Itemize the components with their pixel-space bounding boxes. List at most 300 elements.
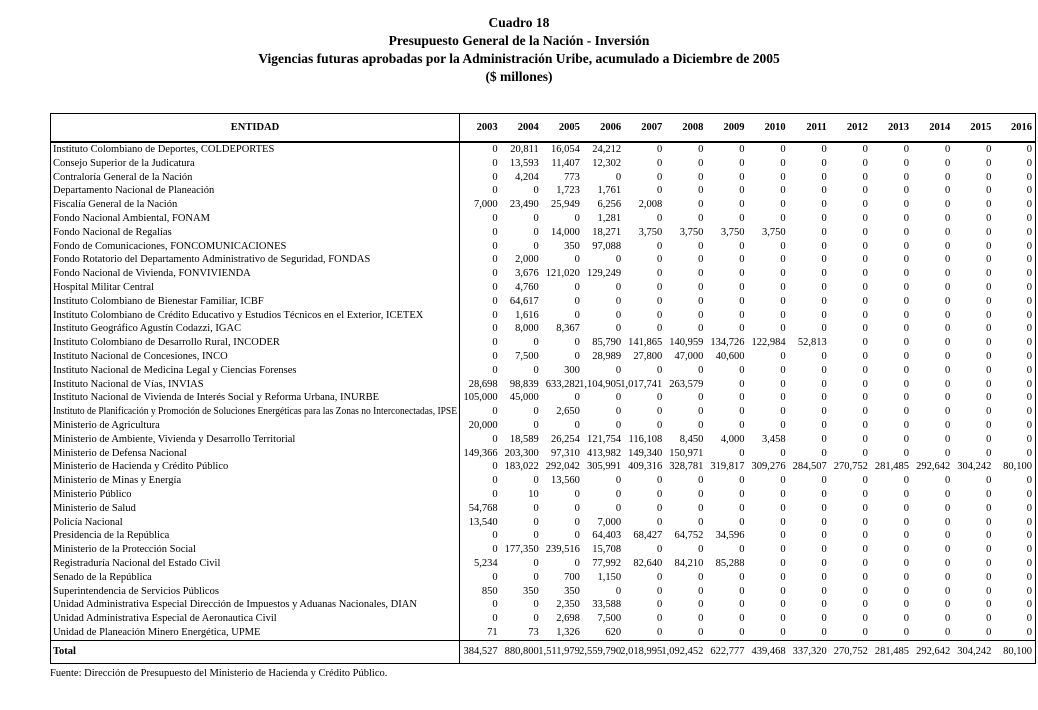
- value-cell: 0: [944, 419, 951, 431]
- value-cell: 292,642: [916, 461, 951, 473]
- value-cell: 0: [903, 350, 910, 362]
- value-cell: 11,407: [551, 157, 580, 169]
- value-cell: 0: [574, 516, 580, 528]
- total-label: Total: [51, 640, 460, 663]
- value-cell: 0: [862, 323, 868, 335]
- value-cell: 47,000: [674, 350, 704, 362]
- value-cell: 0: [656, 309, 663, 321]
- value-cell: 0: [821, 281, 827, 293]
- value-cell: 0: [492, 475, 498, 487]
- value-cell: 0: [780, 613, 786, 625]
- value-cell: 0: [739, 144, 745, 155]
- value-cell: 0: [903, 364, 910, 376]
- value-cell: 0: [862, 419, 868, 431]
- value-cell: 0: [1026, 544, 1032, 556]
- value-cell: 0: [862, 433, 868, 445]
- value-cell: 0: [821, 433, 827, 445]
- value-cell: 3,750: [720, 226, 745, 238]
- value-cell: 0: [821, 585, 827, 597]
- value-cell: 0: [821, 626, 827, 638]
- value-cell: 0: [739, 378, 745, 390]
- table-row: [51, 460, 1036, 474]
- value-cell: 0: [492, 530, 498, 542]
- value-cell: 0: [780, 585, 786, 597]
- table-row: [51, 240, 1036, 254]
- value-cell: 0: [1026, 199, 1032, 211]
- value-cell: 0: [492, 433, 498, 445]
- value-cell: 0: [903, 254, 910, 266]
- value-cell: 0: [656, 585, 663, 597]
- value-cell: 0: [574, 254, 580, 266]
- year-header: 2004: [501, 114, 542, 143]
- value-cell: 0: [533, 364, 539, 376]
- value-cell: 85,288: [715, 557, 745, 569]
- value-cell: 309,276: [751, 461, 786, 473]
- value-cell: 0: [574, 557, 580, 569]
- entity-name: Superintendencia de Servicios Públicos: [51, 585, 460, 599]
- value-cell: 73: [528, 626, 539, 638]
- value-cell: 0: [903, 406, 910, 418]
- table-row: [51, 502, 1036, 516]
- value-cell: 0: [698, 212, 704, 224]
- entity-name: Departamento Nacional de Planeación: [51, 184, 460, 198]
- value-cell: 0: [862, 337, 868, 349]
- value-cell: 77,992: [592, 557, 622, 569]
- value-cell: 0: [780, 295, 786, 307]
- value-cell: 0: [944, 406, 951, 418]
- value-cell: 0: [862, 295, 868, 307]
- value-cell: 0: [780, 364, 786, 376]
- value-cell: 0: [739, 268, 745, 280]
- value-cell: 0: [903, 171, 910, 183]
- value-cell: 0: [780, 171, 786, 183]
- value-cell: 292,042: [545, 461, 580, 473]
- value-cell: 0: [698, 171, 704, 183]
- value-cell: 0: [780, 268, 786, 280]
- entity-name: Registraduría Nacional del Estado Civil: [51, 557, 460, 571]
- entity-name: Senado de la República: [51, 571, 460, 585]
- value-cell: 0: [944, 447, 951, 459]
- table-row: [51, 529, 1036, 543]
- value-cell: 64,752: [674, 530, 704, 542]
- year-header: 2011: [789, 114, 830, 143]
- value-cell: 0: [944, 626, 951, 638]
- year-header: 2007: [624, 114, 665, 143]
- year-header: 2003: [460, 114, 501, 143]
- entity-name: Fondo Rotatorio del Departamento Administrativo de Seguridad, FONDAS: [51, 253, 460, 267]
- value-cell: 0: [533, 226, 539, 238]
- entity-name: Ministerio de Ambiente, Vivienda y Desarrollo Territorial: [51, 433, 460, 447]
- value-cell: 0: [986, 240, 992, 252]
- entity-name: Ministerio Público: [51, 488, 460, 502]
- value-cell: 0: [862, 502, 868, 514]
- value-cell: 0: [821, 392, 827, 404]
- table-row: [51, 226, 1036, 240]
- value-cell: 1,326: [556, 626, 580, 638]
- table-row: [51, 198, 1036, 212]
- table-row: [51, 309, 1036, 323]
- value-cell: 0: [739, 571, 745, 583]
- value-cell: 85,790: [592, 337, 622, 349]
- value-cell: 0: [986, 199, 992, 211]
- value-cell: 0: [944, 475, 951, 487]
- value-cell: 0: [903, 488, 910, 500]
- value-cell: 0: [492, 268, 498, 280]
- value-cell: 0: [821, 268, 827, 280]
- value-cell: 0: [533, 185, 539, 197]
- value-cell: 0: [533, 613, 539, 625]
- value-cell: 0: [492, 295, 498, 307]
- total-value-cell: 80,100: [994, 640, 1035, 663]
- value-cell: 7,000: [597, 516, 622, 528]
- value-cell: 0: [656, 392, 663, 404]
- value-cell: 0: [944, 350, 951, 362]
- value-cell: 0: [944, 571, 951, 583]
- value-cell: 0: [903, 240, 910, 252]
- entity-name: Fiscalía General de la Nación: [51, 198, 460, 212]
- value-cell: 0: [821, 185, 827, 197]
- table-row: [51, 322, 1036, 336]
- value-cell: 0: [986, 185, 992, 197]
- value-cell: 0: [780, 392, 786, 404]
- value-cell: 0: [780, 571, 786, 583]
- value-cell: 141,865: [628, 337, 663, 349]
- value-cell: 18,271: [592, 226, 622, 238]
- table-footer: [51, 640, 1036, 663]
- value-cell: 4,760: [515, 281, 539, 293]
- value-cell: 0: [780, 157, 786, 169]
- table-row: [51, 295, 1036, 309]
- entity-name: Contraloría General de la Nación: [51, 171, 460, 185]
- value-cell: 64,403: [592, 530, 622, 542]
- value-cell: 0: [780, 309, 786, 321]
- value-cell: 129,249: [586, 268, 622, 280]
- value-cell: 0: [574, 392, 580, 404]
- value-cell: 0: [780, 281, 786, 293]
- value-cell: 0: [903, 337, 910, 349]
- value-cell: 0: [821, 254, 827, 266]
- document-title-block: [0, 0, 1038, 86]
- value-cell: 0: [574, 281, 580, 293]
- table-row: [51, 212, 1036, 226]
- year-header: 2005: [542, 114, 583, 143]
- value-cell: 0: [698, 419, 704, 431]
- value-cell: 0: [944, 502, 951, 514]
- table-row: [51, 419, 1036, 433]
- value-cell: 149,366: [463, 447, 498, 459]
- value-cell: 0: [986, 157, 992, 169]
- value-cell: 52,813: [797, 337, 827, 349]
- value-cell: 12,302: [592, 157, 622, 169]
- value-cell: 0: [821, 171, 827, 183]
- value-cell: 0: [821, 226, 827, 238]
- value-cell: 0: [903, 530, 910, 542]
- value-cell: 0: [574, 488, 580, 500]
- value-cell: 40,600: [715, 350, 745, 362]
- value-cell: 0: [862, 281, 868, 293]
- value-cell: 0: [615, 502, 622, 514]
- value-cell: 0: [492, 323, 498, 335]
- document-title: Presupuesto General de la Nación - Inversión: [388, 33, 650, 48]
- table-row: [51, 171, 1036, 185]
- total-value-cell: 337,320: [789, 640, 830, 663]
- value-cell: 0: [862, 268, 868, 280]
- value-cell: 0: [944, 144, 951, 155]
- value-cell: 0: [862, 254, 868, 266]
- value-cell: 0: [780, 419, 786, 431]
- value-cell: 7,000: [474, 199, 498, 211]
- year-header: 2009: [706, 114, 747, 143]
- value-cell: 0: [862, 626, 868, 638]
- value-cell: 281,485: [874, 461, 910, 473]
- value-cell: 0: [986, 350, 992, 362]
- value-cell: 0: [986, 571, 992, 583]
- value-cell: 0: [615, 364, 622, 376]
- value-cell: 24,212: [592, 144, 622, 155]
- value-cell: 2,008: [638, 199, 663, 211]
- value-cell: 0: [492, 364, 498, 376]
- value-cell: 0: [1026, 337, 1032, 349]
- entity-name: Policía Nacional: [51, 516, 460, 530]
- table-row: [51, 336, 1036, 350]
- value-cell: 0: [862, 557, 868, 569]
- value-cell: 0: [862, 406, 868, 418]
- value-cell: 80,100: [1003, 461, 1032, 473]
- entity-name: Instituto Nacional de Vivienda de Interés Social y Reforma Urbana, INURBE: [51, 391, 460, 405]
- value-cell: 8,450: [679, 433, 704, 445]
- value-cell: 98,839: [509, 378, 539, 390]
- value-cell: 116,108: [628, 433, 663, 445]
- value-cell: 0: [1026, 157, 1032, 169]
- value-cell: 0: [698, 268, 704, 280]
- value-cell: 0: [1026, 268, 1032, 280]
- value-cell: 0: [615, 419, 622, 431]
- value-cell: 0: [780, 199, 786, 211]
- value-cell: 0: [492, 171, 498, 183]
- value-cell: 0: [944, 199, 951, 211]
- value-cell: 0: [986, 419, 992, 431]
- total-value-cell: 292,642: [912, 640, 953, 663]
- value-cell: 0: [821, 144, 827, 155]
- total-value-cell: 622,777: [706, 640, 747, 663]
- value-cell: 0: [903, 212, 910, 224]
- table-row: [51, 391, 1036, 405]
- value-cell: 97,310: [551, 447, 580, 459]
- value-cell: 0: [944, 281, 951, 293]
- value-cell: 0: [862, 364, 868, 376]
- value-cell: 0: [739, 406, 745, 418]
- value-cell: 0: [656, 212, 663, 224]
- value-cell: 0: [615, 254, 622, 266]
- value-cell: 0: [615, 281, 622, 293]
- value-cell: 0: [903, 295, 910, 307]
- entity-name: Presidencia de la República: [51, 529, 460, 543]
- value-cell: 0: [739, 447, 745, 459]
- table-row: [51, 378, 1036, 392]
- entity-name: Instituto Colombiano de Deportes, COLDEPORTES: [51, 142, 460, 157]
- value-cell: 7,500: [597, 613, 622, 625]
- table-row: [51, 364, 1036, 378]
- value-cell: 1,150: [597, 571, 622, 583]
- value-cell: 0: [739, 212, 745, 224]
- value-cell: 0: [739, 585, 745, 597]
- value-cell: 0: [903, 226, 910, 238]
- value-cell: 0: [1026, 378, 1032, 390]
- value-cell: 0: [944, 337, 951, 349]
- entity-name: Instituto Nacional de Vías, INVIAS: [51, 378, 460, 392]
- value-cell: 0: [821, 502, 827, 514]
- value-cell: 0: [739, 295, 745, 307]
- entity-name: Fondo Nacional Ambiental, FONAM: [51, 212, 460, 226]
- value-cell: 0: [698, 516, 704, 528]
- value-cell: 0: [1026, 364, 1032, 376]
- value-cell: 0: [780, 530, 786, 542]
- value-cell: 0: [862, 226, 868, 238]
- year-header: 2016: [994, 114, 1035, 143]
- value-cell: 0: [698, 144, 704, 155]
- value-cell: 7,500: [515, 350, 539, 362]
- value-cell: 0: [944, 488, 951, 500]
- value-cell: 0: [739, 599, 745, 611]
- entity-name: Ministerio de Agricultura: [51, 419, 460, 433]
- value-cell: 68,427: [633, 530, 663, 542]
- units-note: ($ millones): [485, 69, 553, 84]
- value-cell: 0: [986, 378, 992, 390]
- value-cell: 0: [780, 475, 786, 487]
- table-row: [51, 585, 1036, 599]
- value-cell: 0: [862, 144, 868, 155]
- year-header: 2008: [665, 114, 706, 143]
- value-cell: 0: [1026, 226, 1032, 238]
- value-cell: 28,698: [468, 378, 498, 390]
- value-cell: 0: [533, 419, 539, 431]
- value-cell: 0: [533, 212, 539, 224]
- value-cell: 0: [574, 309, 580, 321]
- table-row: [51, 447, 1036, 461]
- value-cell: 2,698: [556, 613, 580, 625]
- value-cell: 20,811: [510, 144, 539, 155]
- value-cell: 0: [739, 281, 745, 293]
- value-cell: 71: [487, 626, 498, 638]
- value-cell: 64,617: [509, 295, 539, 307]
- value-cell: 0: [821, 212, 827, 224]
- value-cell: 0: [656, 240, 663, 252]
- value-cell: 0: [656, 502, 663, 514]
- value-cell: 0: [698, 406, 704, 418]
- value-cell: 0: [533, 502, 539, 514]
- value-cell: 0: [698, 599, 704, 611]
- value-cell: 140,959: [669, 337, 704, 349]
- value-cell: 0: [492, 406, 498, 418]
- value-cell: 0: [780, 626, 786, 638]
- value-cell: 0: [903, 557, 910, 569]
- value-cell: 0: [986, 433, 992, 445]
- table-row: [51, 350, 1036, 364]
- entity-name: Unidad de Planeación Minero Energética, UPME: [51, 626, 460, 640]
- value-cell: 0: [615, 323, 622, 335]
- table-row: [51, 157, 1036, 171]
- value-cell: 0: [821, 613, 827, 625]
- value-cell: 0: [492, 144, 498, 155]
- total-value-cell: 439,468: [747, 640, 788, 663]
- entity-name: Ministerio de Minas y Energía: [51, 474, 460, 488]
- value-cell: 0: [1026, 502, 1032, 514]
- total-value-cell: 2,559,790: [583, 640, 624, 663]
- value-cell: 0: [986, 406, 992, 418]
- value-cell: 0: [821, 309, 827, 321]
- value-cell: 26,254: [551, 433, 580, 445]
- budget-table: [50, 113, 1036, 664]
- value-cell: 105,000: [463, 392, 498, 404]
- value-cell: 0: [944, 212, 951, 224]
- value-cell: 0: [698, 254, 704, 266]
- value-cell: 97,088: [592, 240, 622, 252]
- value-cell: 0: [780, 323, 786, 335]
- table-row: [51, 488, 1036, 502]
- value-cell: 28,989: [592, 350, 622, 362]
- value-cell: 0: [862, 171, 868, 183]
- entity-name: Ministerio de Defensa Nacional: [51, 447, 460, 461]
- value-cell: 1,616: [515, 309, 539, 321]
- value-cell: 0: [1026, 392, 1032, 404]
- value-cell: 0: [944, 516, 951, 528]
- value-cell: 0: [780, 212, 786, 224]
- value-cell: 0: [739, 392, 745, 404]
- value-cell: 0: [739, 544, 745, 556]
- table-row: [51, 598, 1036, 612]
- value-cell: 319,817: [710, 461, 745, 473]
- value-cell: 0: [821, 364, 827, 376]
- value-cell: 0: [656, 364, 663, 376]
- value-cell: 0: [862, 157, 868, 169]
- table-row: [51, 184, 1036, 198]
- value-cell: 0: [903, 626, 910, 638]
- value-cell: 300: [564, 364, 580, 376]
- value-cell: 0: [1026, 419, 1032, 431]
- value-cell: 0: [903, 475, 910, 487]
- value-cell: 0: [821, 378, 827, 390]
- value-cell: 0: [986, 544, 992, 556]
- value-cell: 0: [862, 544, 868, 556]
- value-cell: 0: [821, 544, 827, 556]
- value-cell: 0: [821, 406, 827, 418]
- value-cell: 0: [780, 350, 786, 362]
- value-cell: 0: [615, 295, 622, 307]
- value-cell: 122,984: [751, 337, 786, 349]
- value-cell: 183,022: [504, 461, 539, 473]
- value-cell: 0: [862, 350, 868, 362]
- value-cell: 0: [739, 613, 745, 625]
- value-cell: 0: [1026, 185, 1032, 197]
- value-cell: 0: [533, 516, 539, 528]
- value-cell: 0: [739, 502, 745, 514]
- value-cell: 0: [862, 240, 868, 252]
- total-value-cell: 2,018,995: [624, 640, 665, 663]
- value-cell: 0: [903, 281, 910, 293]
- value-cell: 0: [698, 544, 704, 556]
- value-cell: 0: [698, 199, 704, 211]
- value-cell: 0: [821, 199, 827, 211]
- value-cell: 1,281: [597, 212, 622, 224]
- value-cell: 0: [944, 240, 951, 252]
- value-cell: 0: [533, 557, 539, 569]
- value-cell: 0: [656, 475, 663, 487]
- total-value-cell: 384,527: [460, 640, 501, 663]
- value-cell: 0: [615, 171, 622, 183]
- table-header: [51, 114, 1036, 143]
- value-cell: 0: [903, 157, 910, 169]
- value-cell: 0: [1026, 433, 1032, 445]
